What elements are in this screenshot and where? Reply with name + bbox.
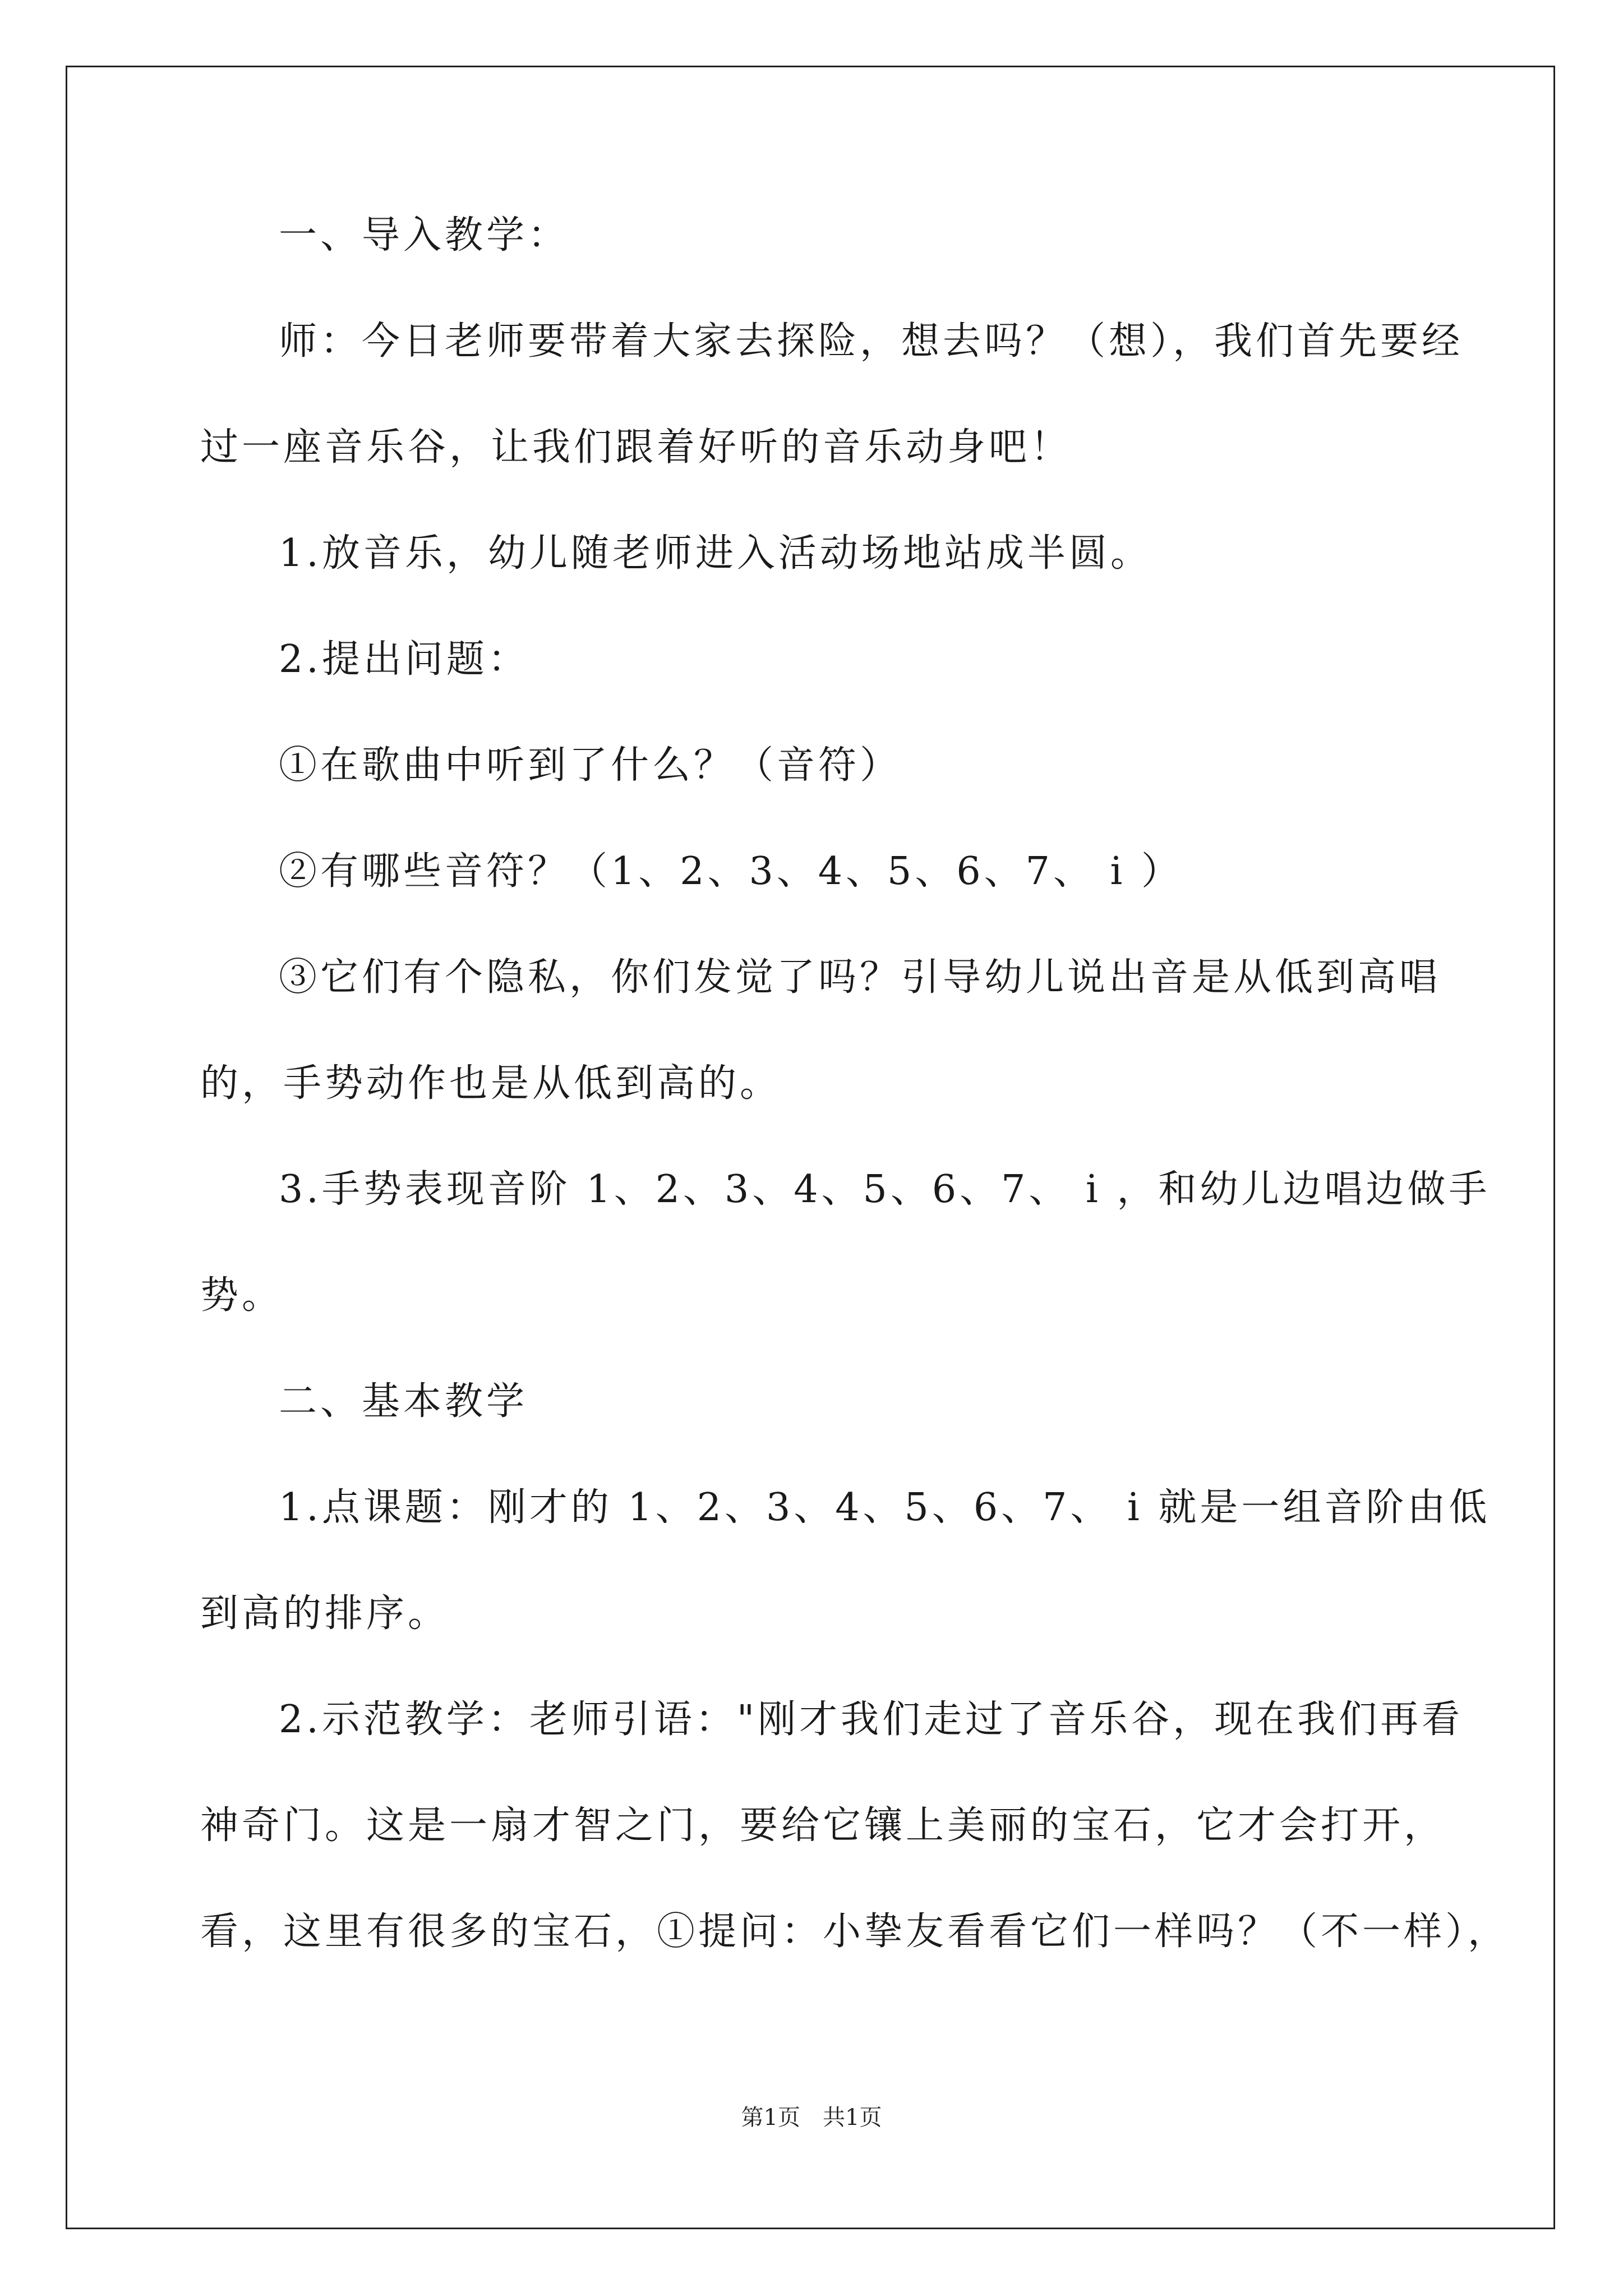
heading-intro: 一、导入教学： (279, 213, 570, 257)
paragraph-line: 势。 (200, 1273, 284, 1318)
paragraph-line: 1.放音乐，幼儿随老师进入活动场地站成半圆。 (279, 531, 1152, 576)
heading-basic: 二、基本教学 (279, 1379, 528, 1424)
paragraph-line: 1.点课题：刚才的 1、2、3、4、5、6、7、 i 就是一组音阶由低 (279, 1485, 1491, 1530)
paragraph-line: 神奇门。这是一扇才智之门，要给它镶上美丽的宝石，它才会打开， (200, 1803, 1446, 1848)
paragraph-line: 到高的排序。 (200, 1591, 450, 1636)
paragraph-line: 师：今日老师要带着大家去探险，想去吗？（想），我们首先要经 (279, 319, 1464, 364)
paragraph-line: ③它们有个隐私，你们发觉了吗？引导幼儿说出音是从低到高唱 (279, 955, 1441, 1000)
paragraph-line: 3.手势表现音阶 1、2、3、4、5、6、7、 i ，和幼儿边唱边做手 (279, 1167, 1491, 1212)
paragraph-line: 过一座音乐谷，让我们跟着好听的音乐动身吧！ (200, 425, 1072, 470)
paragraph-line: 看，这里有很多的宝石，①提问：小挚友看看它们一样吗？（不一样）， (200, 1910, 1510, 1954)
paragraph-line: ②有哪些音符？（1、2、3、4、5、6、7、 i ） (279, 849, 1183, 894)
paragraph-line: 2.提出问题： (279, 637, 529, 682)
page-footer: 第1页 共1页 (741, 2105, 882, 2131)
paragraph-line: 2.示范教学：老师引语："刚才我们走过了音乐谷，现在我们再看 (279, 1697, 1464, 1742)
paragraph-line: ①在歌曲中听到了什么？（音符） (279, 743, 902, 788)
paragraph-line: 的，手势动作也是从低到高的。 (200, 1061, 782, 1106)
